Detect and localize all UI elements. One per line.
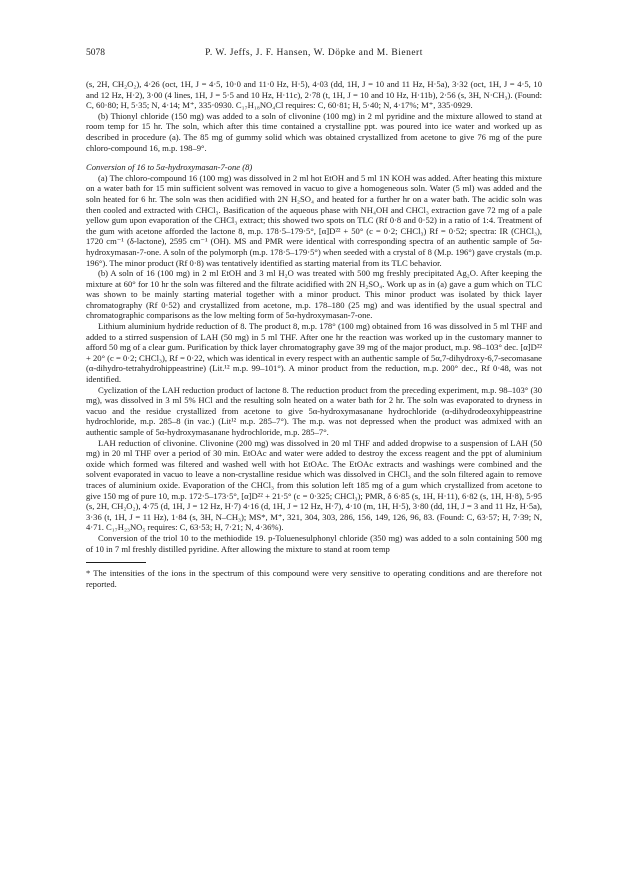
paragraph: Lithium aluminium hydride reduction of 8. The product 8, m.p. 178° (100 mg) obtained from 16 was dissolved in 5 ml THF and added to a stirred suspension of LAH (50 mg) in 5 ml THF. After one hr the reaction was worked up in the customary manner to afford 50 mg of a clear gum. Purification by thick layer chromatography gave 39 mg of the major product, m.p. 98–103° dec. [α]D²² + 20° (c = 0·2; CHCl₃), Rf = 0·22, which was identical in every respect with an authentic sample of 5α,7-dihydroxy-6,7-secomasane (α-dihydro-tetrahydrohippeastrine) (Lit.¹² m.p. 99–101°). A minor product from the reduction, m.p. 200° dec., Rf 0·48, was not identified. xyxy=(86,321,542,385)
page-header xyxy=(86,46,542,60)
page-number: 5078 xyxy=(86,48,105,58)
footnote: * The intensities of the ions in the spectrum of this compound were very sensitive to operating conditions and are therefore not reported. xyxy=(86,568,542,589)
section-heading: Conversion of 16 to 5α-hydroxymasan-7-one (8) xyxy=(86,162,253,173)
paragraph: (b) A soln of 16 (100 mg) in 2 ml EtOH and 3 ml H₂O was treated with 500 mg freshly precipitated Ag₂O. After keeping the mixture at 60° for 10 hr the soln was filtered and the filtrate acidified with 2N H₂SO₄. Work up as in (a) gave a gum which on TLC was shown to be mainly starting material together with a minor product. This minor product was isolated by thick layer chromatography (Rf 0·52) and crystallized from acetone, m.p. 178–180 (25 mg) and was identified by the usual spectral and chromatographic comparisons as the low melting form of 5α-hydroxymasan-7-one. xyxy=(86,268,542,321)
paragraph: (s, 2H, CH₂O₂), 4·26 (oct, 1H, J = 4·5, 10·0 and 11·0 Hz, H·5), 4·03 (dd, 1H, J = 10 and 11 Hz, H·5a), 3·32 (oct, 1H, J = 4·5, 10 and 12 Hz, H·2), 3·00 (4 lines, 1H, J = 5·5 and 10 Hz, H·11c), 2·78 (t, 1H, J = 10 and 10 Hz, H·11b), 2·56 (s, 3H, N·CH₃). (Found: C, 60·80; H, 5·35; N, 4·14; M⁺, 335·0930. C₁₇H₁₈NO₄Cl requires: C, 60·81; H, 5·40; N, 4·17%; M⁺, 335·0929. xyxy=(86,79,542,111)
paragraph: (b) Thionyl chloride (150 mg) was added to a soln of clivonine (100 mg) in 2 ml pyridine and the mixture allowed to stand at room temp for 15 hr. The soln, which after this time contained a crystalline ppt. was poured into ice water and worked up as described in procedure (a). The 85 mg of gummy solid which was obtained crystallized from acetone to give 76 mg of the pure chloro-compound 16, m.p. 198–9°. xyxy=(86,110,542,153)
footnote-divider xyxy=(86,562,146,563)
article-body xyxy=(86,79,542,589)
paragraph: Conversion of the triol 10 to the methiodide 19. p-Toluenesulphonyl chloride (350 mg) was added to a soln containing 500 mg of 10 in 7 ml freshly distilled pyridine. After allowing the mixture to stand at room temp xyxy=(86,532,542,554)
paragraph: (a) The chloro-compound 16 (100 mg) was dissolved in 2 ml hot EtOH and 5 ml 1N KOH was added. After heating this mixture on a water bath for 15 min sufficient solvent was removed in vacuo to give a homogeneous soln. Water (5 ml) was added and the soln heated for 6 hr. The soln was then acidified with 2N H₂SO₄ and heated for a further hr on a water bath. The acidic soln was then cooled and extracted with CHCl₃. Basification of the aqueous phase with NH₄OH and CHCl₃ extraction gave 72 mg of a pale yellow gum upon evaporation of the CHCl₃ extract; this showed two spots on TLC (Rf 0·8 and 0·52) in a ratio of 1:4. Treatment of the gum with acetone afforded the lactone 8, m.p. 178·5–179·5°, [α]D²² + 50° (c = 0·2; CHCl₃) Rf = 0·52; spectra: IR (CHCl₃), 1720 cm⁻¹ (δ-lactone), 2595 cm⁻¹ (OH). MS and PMR were identical with corresponding spectra of an authentic sample of 5α-hydroxymasan-7-one. A soln of the polymorph (m.p. 178·5–179·5°) when seeded with a crystal of 8 (M.p. 196°) gave crystals (m.p. 196°). The minor product (Rf 0·8) was tentatively identified as starting material from its TLC behavior. xyxy=(86,172,542,268)
paragraph: LAH reduction of clivonine. Clivonine (200 mg) was dissolved in 20 ml THF and added dropwise to a suspension of LAH (50 mg) in 20 ml THF over a period of 30 min. EtOAc and water were added to destroy the excess reagent and the ppt of aluminium oxide which formed was filtered and washed well with hot EtOAc. The EtOAc extracts and washings were combined and the solvent evaporated in vacuo to leave a non-crystalline residue which was dissolved in CHCl₃ and the soln filtered again to remove traces of aluminium oxide. Evaporation of the CHCl₃ from this solution left 185 mg of a gum which crystallized from acetone to give 150 mg of pure 10, m.p. 172·5–173·5°, [α]D²² + 21·5° (c = 0·325; CHCl₃); PMR, δ 6·85 (s, 1H, H·11), 6·82 (s, 1H, H·8), 5·95 (s, 2H, CH₂O₂), 4·75 (d, 1H, J = 12 Hz, H·7) 4·16 (d, 1H, J = 12 Hz, H·7), 4·10 (m, 1H, H·5), 3·80 (dd, 1H, J = 3 and 11 Hz, H·5a), 3·36 (t, 1H, J = 11 Hz), 1·84 (s, 3H, N–CH₃); MS*, M⁺, 321, 304, 303, 286, 156, 149, 126, 96, 83. (Found: C, 63·57; H, 7·39; N, 4·71. C₁₇H₂₃NO₅ requires: C, 63·53; H, 7·21; N, 4·36%). xyxy=(86,437,542,533)
running-head: P. W. Jeffs, J. F. Hansen, W. Döpke and M. Bienert xyxy=(205,48,423,58)
paragraph: Cyclization of the LAH reduction product of lactone 8. The reduction product from the preceding experiment, m.p. 98–103° (30 mg), was dissolved in 3 ml 5% HCl and the resulting soln heated on a water bath for 2 hr. The soln was evaporated to dryness in vacuo and the residue crystallized from acetone to give 5α-hydroxymasanane hydrochloride (α-dihydrodeoxyhippeastrine hydrochloride, m.p. 285–8 (in vac.) (Lit¹² m.p. 285–7°). The m.p. was not depressed when the product was admixed with an authentic sample of 5α-hydroxymasanane hydrochloride, m.p. 285–7°. xyxy=(86,384,542,437)
